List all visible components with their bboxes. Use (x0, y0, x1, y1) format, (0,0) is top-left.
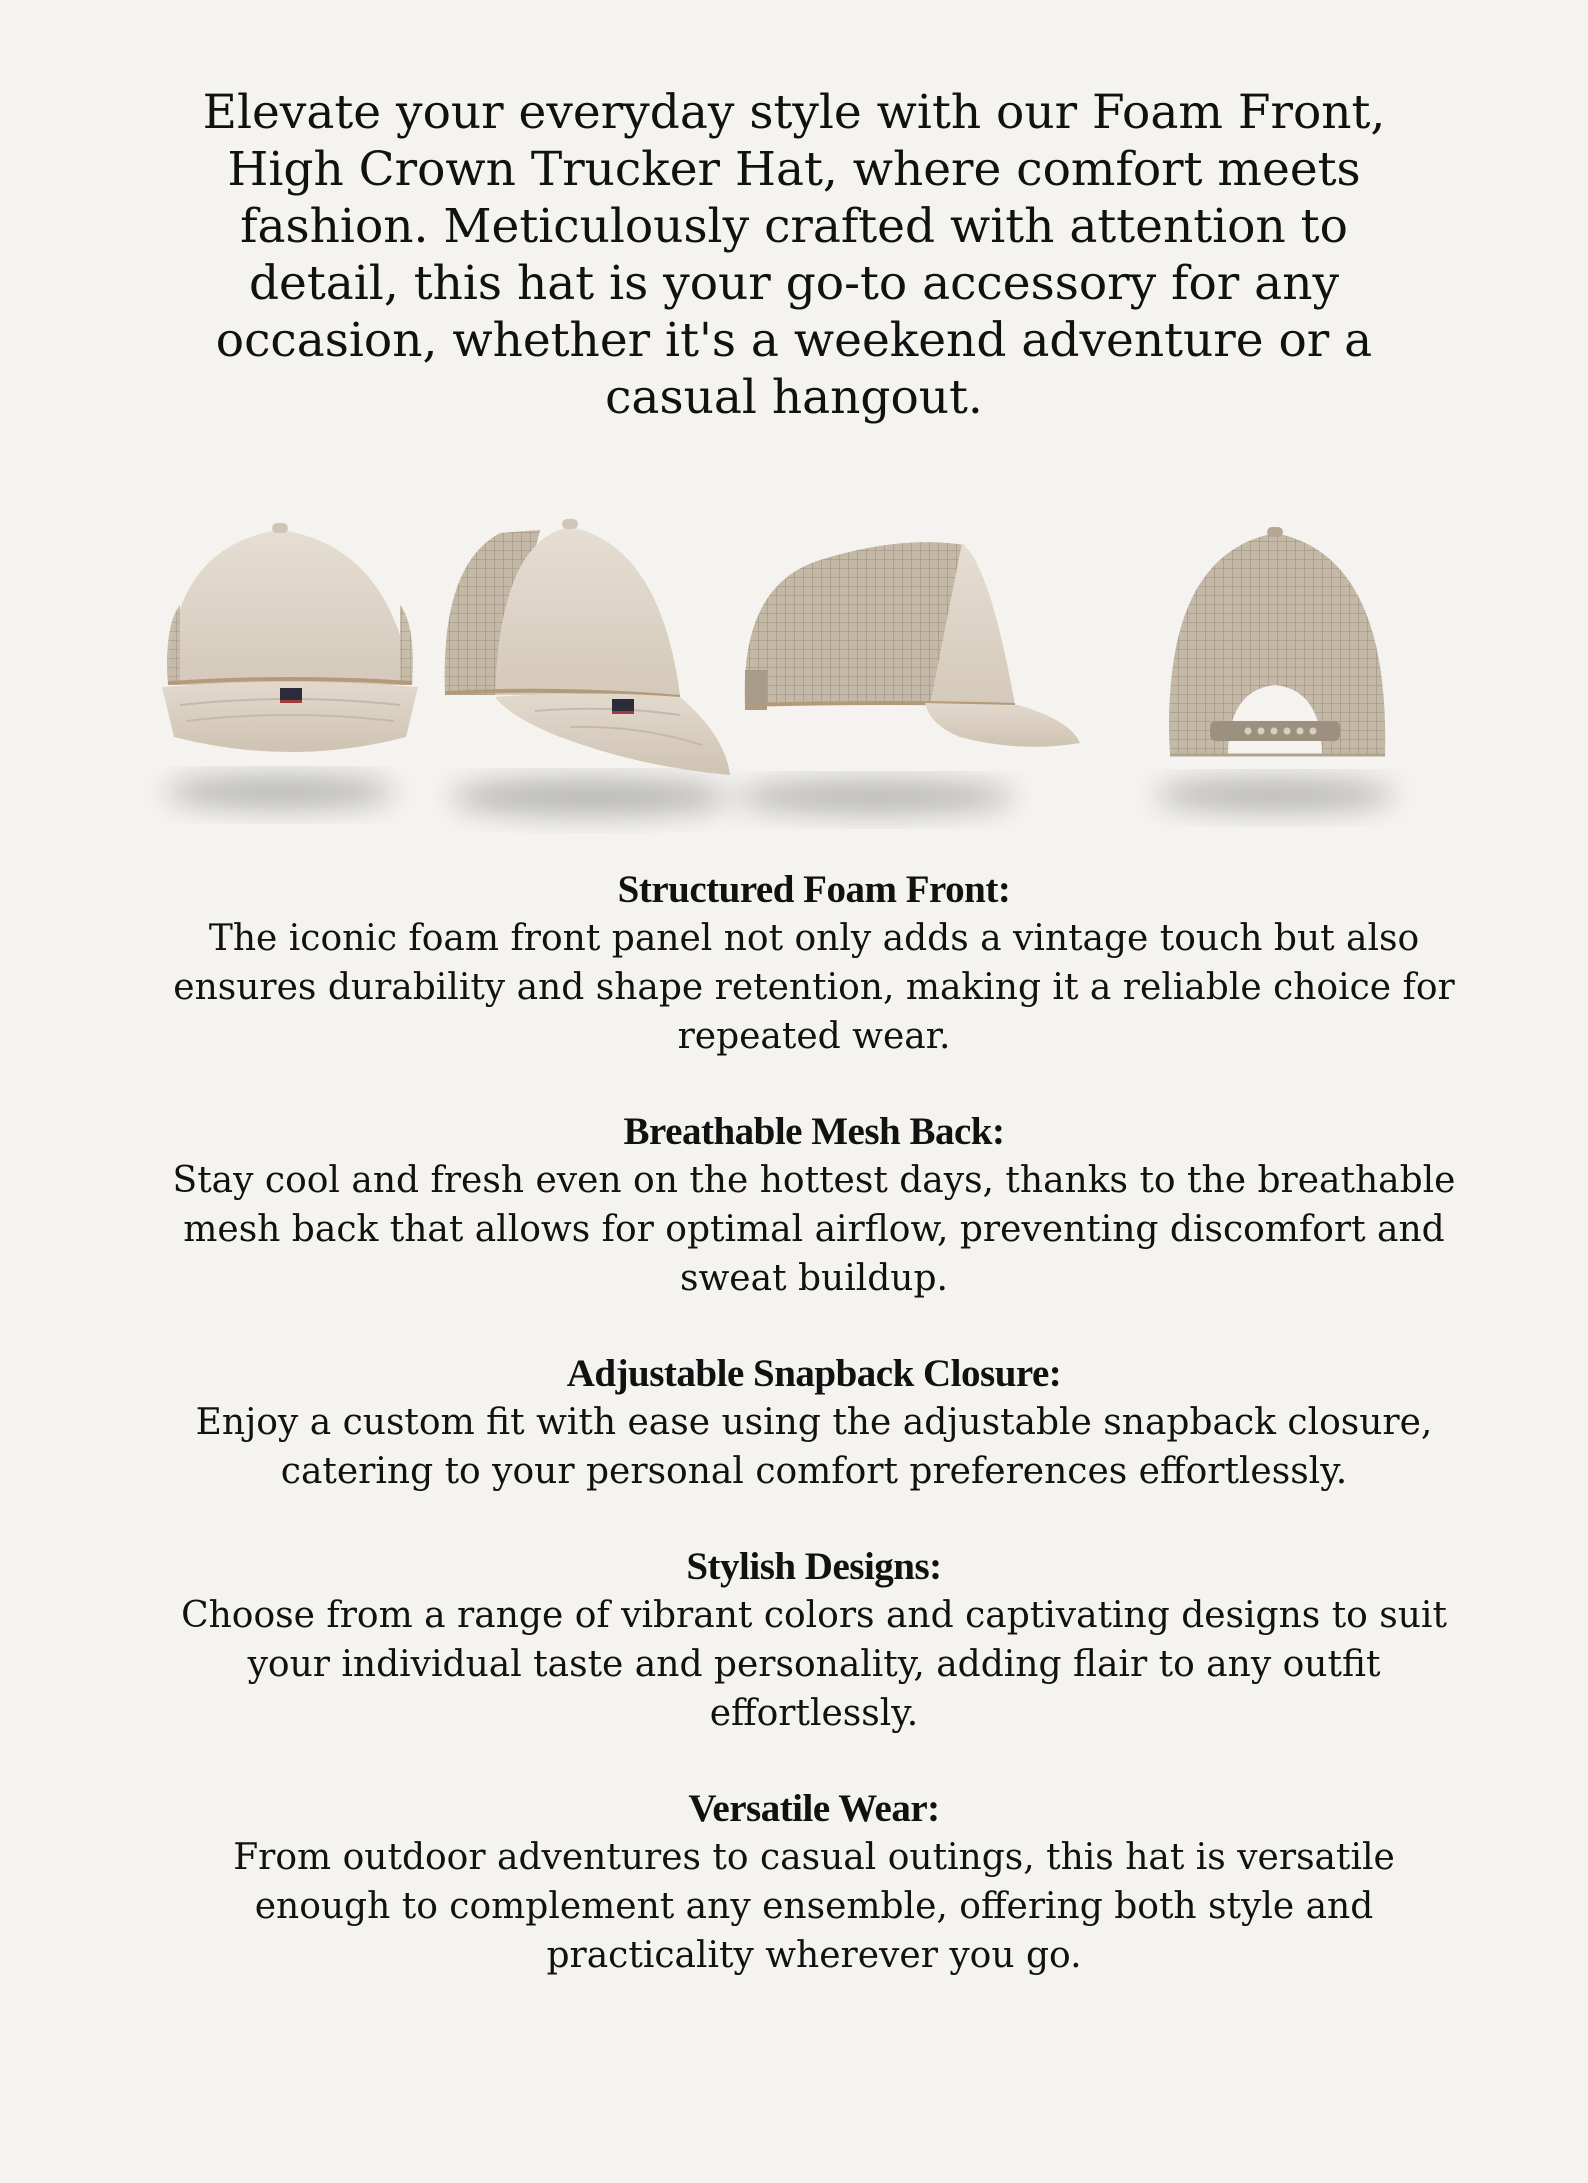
feature-title: Adjustable Snapback Closure: (566, 1352, 1062, 1395)
feature-item-adjustable-snapback-closure (160, 1350, 1468, 1496)
feature-item-structured-foam-front (160, 866, 1468, 1061)
intro-paragraph: Elevate your everyday style with our Foam Front, High Crown Trucker Hat, where comfort meets fashion. Meticulously crafted with attention to detail, this hat is your go-to accessory for any occasion, whether it's a weekend adventure or a casual hangout. (202, 85, 1386, 425)
feature-title: Breathable Mesh Back: (623, 1110, 1005, 1153)
feature-title: Versatile Wear: (688, 1787, 940, 1830)
feature-description: Enjoy a custom fit with ease using the adjustable snapback closure, catering to your personal comfort preferences effortlessly. (195, 1402, 1433, 1492)
hat-front-view-image (162, 523, 418, 808)
feature-item-breathable-mesh-back (160, 1108, 1468, 1303)
feature-description: The iconic foam front panel not only adds a vintage touch but also ensures durability and shape retention, making it a reliable choice for repeated wear. (173, 918, 1455, 1057)
feature-item-versatile-wear (160, 1785, 1468, 1980)
hat-angle-view-image (445, 519, 730, 815)
feature-title: Stylish Designs: (686, 1545, 942, 1588)
feature-list (160, 866, 1468, 2027)
hat-side-view-image (735, 542, 1080, 813)
hat-views-illustration (140, 505, 1500, 835)
feature-title: Structured Foam Front: (617, 868, 1011, 911)
product-images-row (140, 505, 1500, 835)
hat-back-view-image (1155, 527, 1395, 811)
feature-description: Choose from a range of vibrant colors and captivating designs to suit your individual taste and personality, adding flair to any outfit effortlessly. (181, 1595, 1447, 1734)
feature-description: Stay cool and fresh even on the hottest days, thanks to the breathable mesh back that allows for optimal airflow, preventing discomfort and sweat buildup. (172, 1160, 1456, 1299)
feature-item-stylish-designs (160, 1543, 1468, 1738)
feature-description: From outdoor adventures to casual outings, this hat is versatile enough to complement any ensemble, offering both style and practicality wherever you go. (233, 1837, 1395, 1976)
